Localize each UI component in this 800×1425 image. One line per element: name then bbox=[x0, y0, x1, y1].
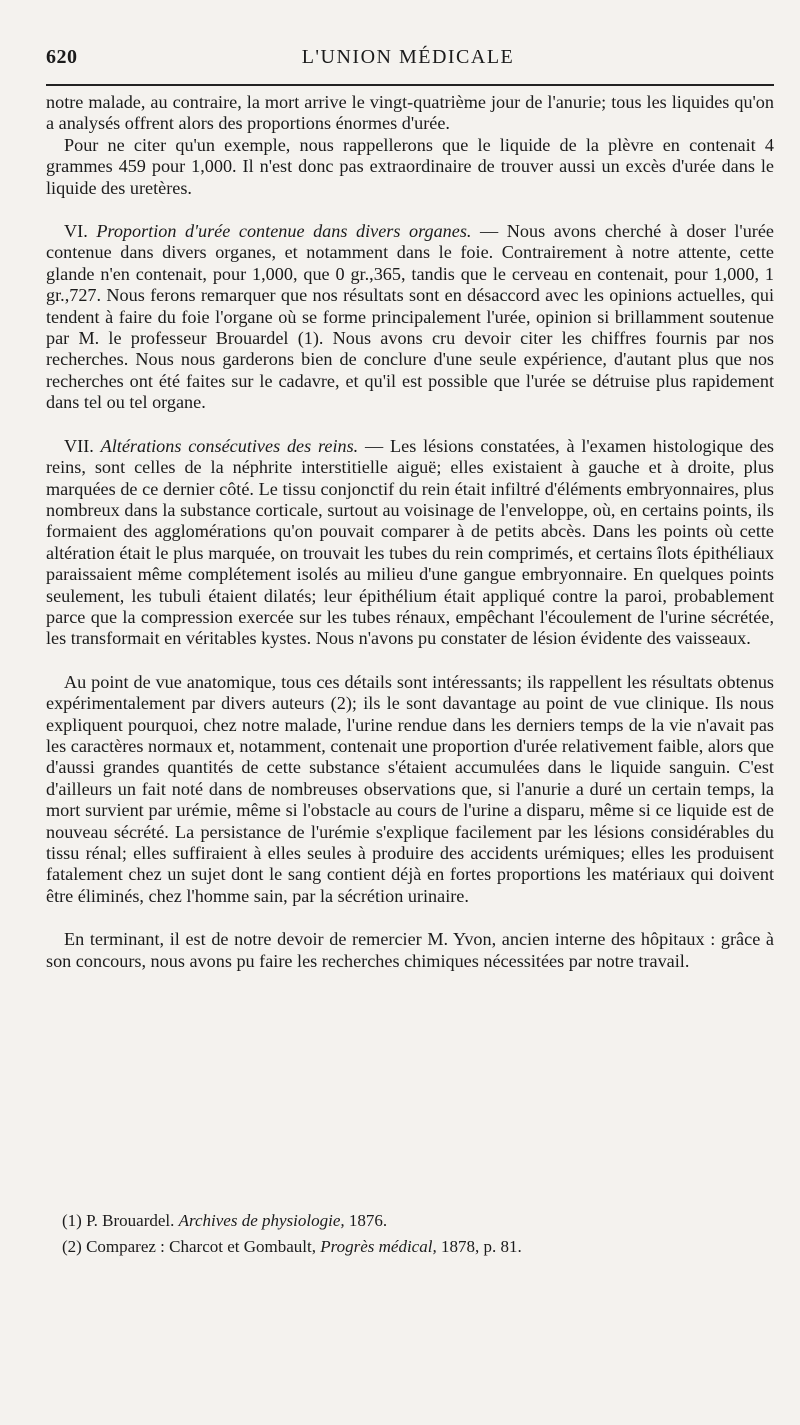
section-vii-heading: Altérations consécutives des reins. bbox=[100, 435, 359, 456]
footnote-2-author: (2) Comparez : Charcot et Gombault, bbox=[62, 1237, 321, 1256]
section-vi-number: VI. bbox=[64, 221, 88, 242]
header-rule bbox=[46, 84, 774, 86]
section-vii bbox=[46, 436, 774, 650]
paragraph-anatomical-view: Au point de vue anatomique, tous ces détails sont intéressants; ils rappellent les résultats obtenus expérimentalement par divers auteurs (2); ils le sont davantage au point de vue clinique. Ils nous expliquent pourquoi, chez notre malade, l'urine rendue dans les derniers temps de la vie n'avait pas les caractères normaux et, notamment, contenait une proportion d'urée relativement faible, alors que d'aussi grandes quantités de cette substance s'étaient accumulées dans le liquide sanguin. C'est d'ailleurs un fait noté dans de nombreuses observations que, si l'anurie a duré un certain temps, la mort survient par urémie, même si l'obstacle au cours de l'urine a disparu, même si ce liquide est de nouveau sécrété. La persistance de l'urémie s'explique facilement par les lésions considérables du tissu rénal; elles suffiraient à elles seules à produire des accidents urémiques; elles les produisent fatalement chez un sujet dont le sang contient déjà en fortes proportions les matériaux qui doivent être éliminés, chez l'homme sain, par la sécrétion urinaire. bbox=[46, 671, 774, 906]
footnote-1 bbox=[62, 1208, 774, 1234]
section-vii-number: VII. bbox=[64, 435, 94, 456]
footnote-2-year: 1878, p. 81. bbox=[436, 1237, 522, 1256]
footnote-2-journal: Progrès médical, bbox=[320, 1237, 437, 1256]
paragraph-pleura-example: Pour ne citer qu'un exemple, nous rappellerons que le liquide de la plèvre en contenait 4 grammes 459 pour 1,000. Il n'est donc pas extraordinaire de trouver aussi un excès d'urée dans le liquide des uretères. bbox=[46, 134, 774, 198]
footnote-1-author: (1) P. Brouardel. bbox=[62, 1211, 179, 1230]
section-vi-text: — Nous avons cherché à doser l'urée contenue dans divers organes, et notamment dans le foie. Contrairement à notre attente, cette glande n'en contenait, pour 1,000, que 0 gr.,365, tandis que le cerveau en contenait, pour 1,000, 1 gr.,727. Nous ferons remarquer que nos résultats sont en désaccord avec les opinions actuelles, qui tendent à faire du foie l'organe où se forme principalement l'urée, opinion si brillamment soutenue par M. le professeur Brouardel (1). Nous avons cru devoir citer les chiffres fournis par nos recherches. Nous nous garderons bien de conclure d'une seule expérience, d'autant plus que nos recherches ont été faites sur le cadavre, et qu'il est possible que l'urée se détruise plus rapidement dans tel ou tel organe. bbox=[46, 221, 774, 413]
section-vii-text: — Les lésions constatées, à l'examen histologique des reins, sont celles de la néphrite interstitielle aiguë; elles existaient à gauche et à droite, plus marquées de ce dernier côté. Le tissu conjonctif du rein était infiltré d'éléments embryonnaires, plus nombreux dans la substance corticale, surtout au voisinage de l'enveloppe, où, en certains points, ils formaient des agglomérations qu'on pouvait comparer à de petits abcès. Dans les points où cette altération était le plus marquée, on trouvait les tubes du rein comprimés, et certains îlots épithéliaux paraissaient même complétement isolés au milieu d'une gangue embryonnaire. En quelques points seulement, les tubuli étaient dilatés; leur épithélium était appliqué contre la paroi, probablement parce que la compression exercée sur les tubes rénaux, empêchant l'écoulement de l'urine sécrétée, les transformait en véritables kystes. Nous n'avons pu constater de lésion évidente des vaisseaux. bbox=[46, 435, 774, 649]
paragraph-acknowledgement: En terminant, il est de notre devoir de remercier M. Yvon, ancien interne des hôpitaux : grâce à son concours, nous avons pu faire les recherches chimiques nécessitées par notre travail. bbox=[46, 929, 774, 971]
section-vi-heading: Proportion d'urée contenue dans divers organes. bbox=[96, 221, 472, 242]
footnotes bbox=[62, 1208, 774, 1260]
footnote-2 bbox=[62, 1234, 774, 1260]
page-number: 620 bbox=[46, 46, 78, 68]
footnote-1-year: 1876. bbox=[344, 1211, 388, 1230]
page-header bbox=[46, 46, 770, 80]
running-title: L'UNION MÉDICALE bbox=[301, 46, 515, 68]
body-text bbox=[46, 92, 774, 972]
footnote-1-journal: Archives de physiologie, bbox=[178, 1211, 345, 1230]
section-vi bbox=[46, 221, 774, 414]
paragraph-continuation: notre malade, au contraire, la mort arrive le vingt-quatrième jour de l'anurie; tous les liquides qu'on a analysés offrent alors des proportions énormes d'urée. bbox=[46, 92, 774, 134]
